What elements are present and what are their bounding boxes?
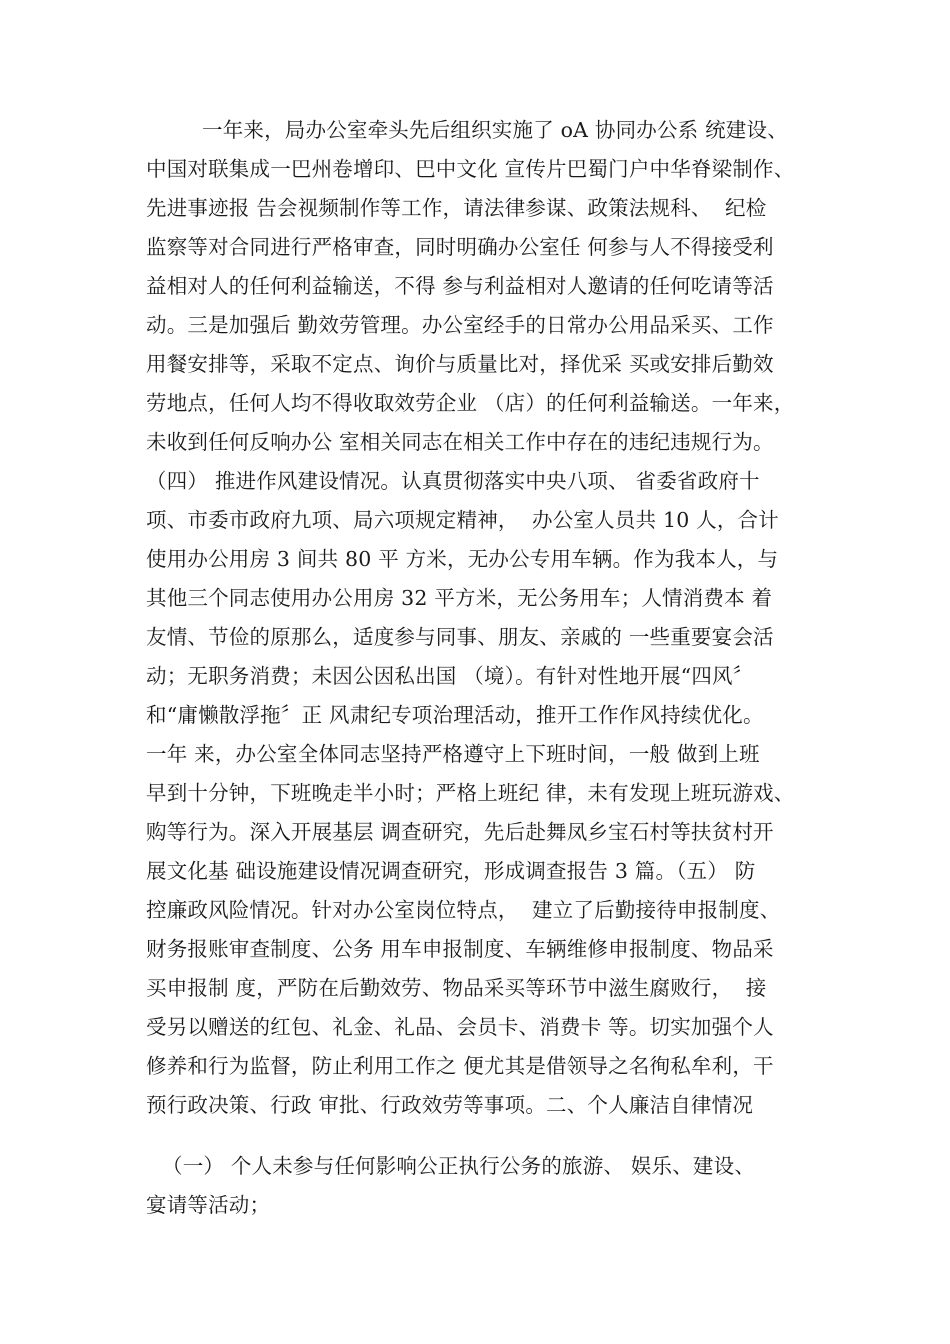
paragraph-line-19: 购等行为。深入开展基层 调查研究，先后赴舞凤乡宝石村等扶贫村开 bbox=[146, 820, 774, 844]
paragraph-line-13: 其他三个同志使用办公用房 32 平方米，无公务用车；人情消费本 着 bbox=[146, 586, 773, 610]
paragraph-line-17: 一年 来，办公室全体同志坚持严格遵守上下班时间，一般 做到上班 bbox=[146, 742, 760, 766]
paragraph-line-21: 控廉政风险情况。针对办公室岗位特点， 建立了后勤接待申报制度、 bbox=[146, 898, 781, 922]
paragraph-line-9: 未收到任何反响办公 室相关同志在相关工作中存在的违纪违规行为。 bbox=[146, 430, 774, 454]
paragraph-line-22: 财务报账审查制度、公务 用车申报制度、车辆维修申报制度、物品采 bbox=[146, 937, 774, 961]
paragraph-line-8: 劳地点，任何人均不得收取效劳企业 （店）的任何利益输送。一年来， bbox=[146, 391, 795, 415]
paragraph-line-7: 用餐安排等，采取不定点、询价与质量比对，择优采 买或安排后勤效 bbox=[146, 352, 774, 376]
paragraph-line-14: 友情、节俭的原那么，适度参与同事、朋友、亲戚的 一些重要宴会活 bbox=[146, 625, 774, 649]
paragraph-line-24: 受另以赠送的红包、礼金、礼品、会员卡、消费卡 等。切实加强个人 bbox=[146, 1015, 774, 1039]
paragraph-line-5: 益相对人的任何利益输送，不得 参与利益相对人邀请的任何吃请等活 bbox=[146, 274, 774, 298]
paragraph-line-15: 动；无职务消费；未因公因私出国 （境）。有针对性地开展“四风〞 bbox=[146, 664, 754, 688]
paragraph-line-25: 修养和行为监督，防止利用工作之 便尤其是借领导之名徇私牟利，干 bbox=[146, 1054, 774, 1078]
paragraph-line-11: 项、市委市政府九项、局六项规定精神， 办公室人员共 10 人，合计 bbox=[146, 508, 779, 532]
paragraph-line-1: 一年来，局办公室牵头先后组织实施了 oA 协同办公系 统建设、 bbox=[202, 118, 788, 142]
paragraph-line-10: （四） 推进作风建设情况。认真贯彻落实中央八项、 省委省政府十 bbox=[146, 469, 760, 493]
paragraph-line-12: 使用办公用房 3 间共 80 平 方米，无办公专用车辆。作为我本人，与 bbox=[146, 547, 779, 571]
paragraph-line-6: 动。三是加强后 勤效劳管理。办公室经手的日常办公用品采买、工作 bbox=[146, 313, 774, 337]
paragraph-line-2: 中国对联集成一巴州卷增印、巴中文化 宣传片巴蜀门户中华脊梁制作、 bbox=[146, 157, 795, 181]
paragraph-line-18: 早到十分钟，下班晚走半小时；严格上班纪 律，未有发现上班玩游戏、 bbox=[146, 781, 795, 805]
paragraph-line-23: 买申报制 度，严防在后勤效劳、物品采买等环节中滋生腐败行， 接 bbox=[146, 976, 767, 1000]
paragraph-line-27: （一） 个人未参与任何影响公正执行公务的旅游、 娱乐、建设、 bbox=[162, 1154, 756, 1178]
paragraph-line-4: 监察等对合同进行严格审查，同时明确办公室任 何参与人不得接受利 bbox=[146, 235, 774, 259]
paragraph-line-16: 和“庸懒散浮拖〞正 风肃纪专项治理活动，推开工作作风持续优化。 bbox=[146, 703, 764, 727]
paragraph-line-3: 先进事迹报 告会视频制作等工作，请法律参谋、政策法规科、 纪检 bbox=[146, 196, 767, 220]
paragraph-line-26: 预行政决策、行政 审批、行政效劳等事项。二、个人廉洁自律情况 bbox=[146, 1093, 754, 1117]
paragraph-line-28: 宴请等活动； bbox=[146, 1193, 271, 1217]
paragraph-line-20: 展文化基 础设施建设情况调查研究，形成调查报告 3 篇。（五） 防 bbox=[146, 859, 756, 883]
